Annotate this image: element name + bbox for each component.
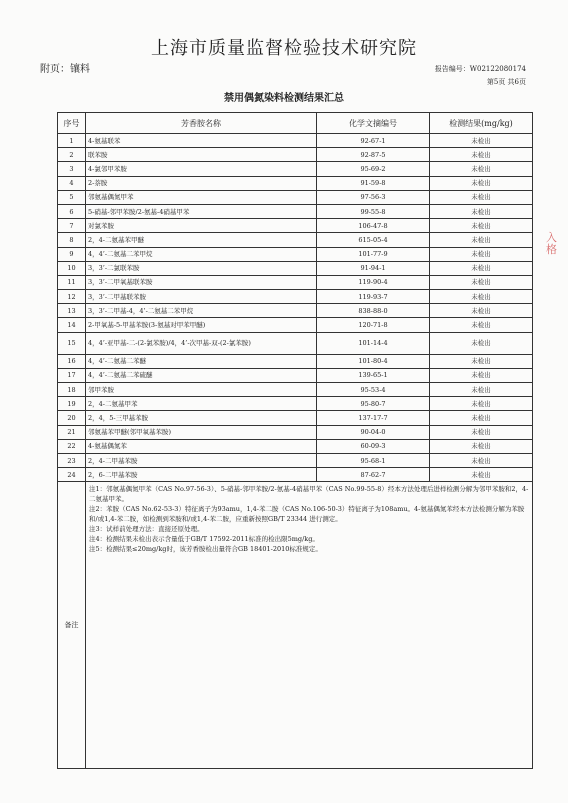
- table-row: [58, 148, 533, 162]
- row-result: 未检出: [430, 397, 533, 411]
- table-row: [58, 439, 533, 453]
- row-no: 22: [58, 439, 86, 453]
- table-title: 禁用偶氮染料检测结果汇总: [224, 93, 344, 104]
- row-no: 14: [58, 318, 86, 332]
- row-result: 未检出: [430, 219, 533, 233]
- row-no: 8: [58, 233, 86, 247]
- table-row: [58, 411, 533, 425]
- row-name: 邻氨基偶氮甲苯: [86, 190, 317, 204]
- row-name: 2，4-二氨基甲苯: [86, 397, 317, 411]
- row-cas: 119-90-4: [317, 275, 430, 289]
- row-no: 20: [58, 411, 86, 425]
- row-cas: 95-68-1: [317, 453, 430, 467]
- row-result: 未检出: [430, 290, 533, 304]
- row-name: 4，4’-二氨基二苯醚: [86, 354, 317, 368]
- row-result: 未检出: [430, 176, 533, 190]
- row-cas: 838-88-0: [317, 304, 430, 318]
- table-row: [58, 204, 533, 218]
- table-row: [58, 275, 533, 289]
- header-no: 序号: [58, 113, 86, 134]
- table-row: [58, 304, 533, 318]
- row-cas: 95-80-7: [317, 397, 430, 411]
- red-stamp-mark: 入格: [546, 231, 557, 256]
- row-cas: 106-47-8: [317, 219, 430, 233]
- row-no: 7: [58, 219, 86, 233]
- row-name: 2，6-二甲基苯胺: [86, 468, 317, 482]
- row-name: 联苯胺: [86, 148, 317, 162]
- row-no: 4: [58, 176, 86, 190]
- table-row: [58, 134, 533, 148]
- row-no: 5: [58, 190, 86, 204]
- note-4: 注4：检测结果未检出表示含量低于GB/T 17592-2011标准的检出限5mg/kg。: [89, 535, 319, 544]
- row-name: 4-氨基偶氮苯: [86, 439, 317, 453]
- row-cas: 91-94-1: [317, 261, 430, 275]
- row-no: 17: [58, 368, 86, 382]
- row-cas: 97-56-3: [317, 190, 430, 204]
- row-result: 未检出: [430, 304, 533, 318]
- table-row: [58, 383, 533, 397]
- row-result: 未检出: [430, 439, 533, 453]
- row-cas: 120-71-8: [317, 318, 430, 332]
- row-result: 未检出: [430, 368, 533, 382]
- header-result: 检测结果(mg/kg): [430, 113, 533, 134]
- row-cas: 60-09-3: [317, 439, 430, 453]
- appendix-label: 附页：镶料: [40, 64, 90, 75]
- results-table: [57, 112, 533, 769]
- table-row: [58, 468, 533, 482]
- table-header-row: [58, 113, 533, 134]
- row-name: 邻甲苯胺: [86, 383, 317, 397]
- row-name: 3，3’-二氯联苯胺: [86, 261, 317, 275]
- row-result: 未检出: [430, 275, 533, 289]
- row-result: 未检出: [430, 332, 533, 354]
- header-cas: 化学文摘编号: [317, 113, 430, 134]
- row-no: 19: [58, 397, 86, 411]
- row-no: 1: [58, 134, 86, 148]
- row-result: 未检出: [430, 453, 533, 467]
- note-5: 注5：检测结果≤20mg/kg时，该芳香胺检出量符合GB 18401-2010标准规定。: [89, 545, 322, 554]
- row-result: 未检出: [430, 318, 533, 332]
- row-cas: 95-53-4: [317, 383, 430, 397]
- row-name: 3，3’-二甲氧基联苯胺: [86, 275, 317, 289]
- row-cas: 87-62-7: [317, 468, 430, 482]
- report-number: 报告编号：W02122080174: [434, 65, 526, 73]
- row-cas: 95-69-2: [317, 162, 430, 176]
- note-1: 注1：邻氨基偶氮甲苯（CAS No.97-56-3）、5-硝基-邻甲苯胺/2-氨基-4硝基甲苯（CAS No.99-55-8）经本方法处理后进样检测分解为邻甲苯胺和2，4-二氨基甲苯。: [89, 485, 529, 504]
- row-no: 3: [58, 162, 86, 176]
- table-row: [58, 233, 533, 247]
- row-name: 2，4-二氨基苯甲醚: [86, 233, 317, 247]
- row-result: 未检出: [430, 148, 533, 162]
- row-result: 未检出: [430, 468, 533, 482]
- row-cas: 137-17-7: [317, 411, 430, 425]
- table-row: [58, 247, 533, 261]
- notes-cell: [86, 482, 533, 769]
- page-info: 第5页 共6页: [486, 78, 526, 86]
- row-no: 16: [58, 354, 86, 368]
- row-no: 2: [58, 148, 86, 162]
- row-name: 邻氨基苯甲醚(邻甲氧基苯胺): [86, 425, 317, 439]
- row-cas: 101-14-4: [317, 332, 430, 354]
- row-cas: 99-55-8: [317, 204, 430, 218]
- row-cas: 92-87-5: [317, 148, 430, 162]
- row-name: 2-甲氧基-5-甲基苯胺(3-氨基对甲苯甲醚): [86, 318, 317, 332]
- row-name: 3，3’-二甲基联苯胺: [86, 290, 317, 304]
- row-no: 11: [58, 275, 86, 289]
- row-name: 2，4，5-三甲基苯胺: [86, 411, 317, 425]
- table-row: [58, 368, 533, 382]
- row-cas: 90-04-0: [317, 425, 430, 439]
- row-cas: 101-80-4: [317, 354, 430, 368]
- row-result: 未检出: [430, 261, 533, 275]
- row-no: 18: [58, 383, 86, 397]
- row-cas: 119-93-7: [317, 290, 430, 304]
- row-name: 5-硝基-邻甲苯胺/2-氨基-4硝基甲苯: [86, 204, 317, 218]
- notes-row: [58, 482, 533, 769]
- row-cas: 101-77-9: [317, 247, 430, 261]
- table-row: [58, 176, 533, 190]
- table-row: [58, 290, 533, 304]
- row-result: 未检出: [430, 233, 533, 247]
- row-result: 未检出: [430, 425, 533, 439]
- note-3: 注3：试样前处理方法：直接还原处理。: [89, 525, 204, 534]
- table-row: [58, 332, 533, 354]
- row-name: 对氯苯胺: [86, 219, 317, 233]
- row-no: 12: [58, 290, 86, 304]
- row-result: 未检出: [430, 247, 533, 261]
- row-no: 23: [58, 453, 86, 467]
- table-row: [58, 190, 533, 204]
- notes-label: 备注: [58, 482, 86, 769]
- row-no: 21: [58, 425, 86, 439]
- row-name: 4，4’-亚甲基-二-(2-氯苯胺)/4，4’-次甲基-双-(2-氯苯胺): [86, 332, 317, 354]
- row-name: 4，4’-二氨基二苯硫醚: [86, 368, 317, 382]
- table-row: [58, 453, 533, 467]
- table-row: [58, 219, 533, 233]
- row-result: 未检出: [430, 190, 533, 204]
- row-result: 未检出: [430, 134, 533, 148]
- row-result: 未检出: [430, 354, 533, 368]
- row-result: 未检出: [430, 204, 533, 218]
- row-name: 3，3’-二甲基-4，4’-二氨基二苯甲烷: [86, 304, 317, 318]
- row-result: 未检出: [430, 162, 533, 176]
- row-cas: 615-05-4: [317, 233, 430, 247]
- row-cas: 139-65-1: [317, 368, 430, 382]
- row-no: 13: [58, 304, 86, 318]
- row-no: 6: [58, 204, 86, 218]
- row-cas: 91-59-8: [317, 176, 430, 190]
- table-row: [58, 425, 533, 439]
- row-name: 4-氯邻甲苯胺: [86, 162, 317, 176]
- table-row: [58, 318, 533, 332]
- note-2: 注2：苯胺（CAS No.62-53-3）特征离子为93amu，1,4-苯二胺（CAS No.106-50-3）特征离子为108amu。4-氨基偶氮苯经本方法检测分解为苯胺和/或1,4-苯二胺，如检测到苯胺和/或1,4-苯二胺，应重新按照GB/T 23344 进行测定。: [89, 505, 525, 524]
- table-row: [58, 397, 533, 411]
- header-name: 芳香胺名称: [86, 113, 317, 134]
- row-name: 2，4-二甲基苯胺: [86, 453, 317, 467]
- institute-title: 上海市质量监督检验技术研究院: [151, 38, 417, 59]
- row-no: 9: [58, 247, 86, 261]
- table-row: [58, 261, 533, 275]
- row-cas: 92-67-1: [317, 134, 430, 148]
- row-no: 24: [58, 468, 86, 482]
- row-name: 4-氨基联苯: [86, 134, 317, 148]
- row-no: 10: [58, 261, 86, 275]
- row-no: 15: [58, 332, 86, 354]
- table-row: [58, 354, 533, 368]
- row-name: 2-萘胺: [86, 176, 317, 190]
- row-name: 4，4’-二氨基二苯甲烷: [86, 247, 317, 261]
- row-result: 未检出: [430, 383, 533, 397]
- table-row: [58, 162, 533, 176]
- row-result: 未检出: [430, 411, 533, 425]
